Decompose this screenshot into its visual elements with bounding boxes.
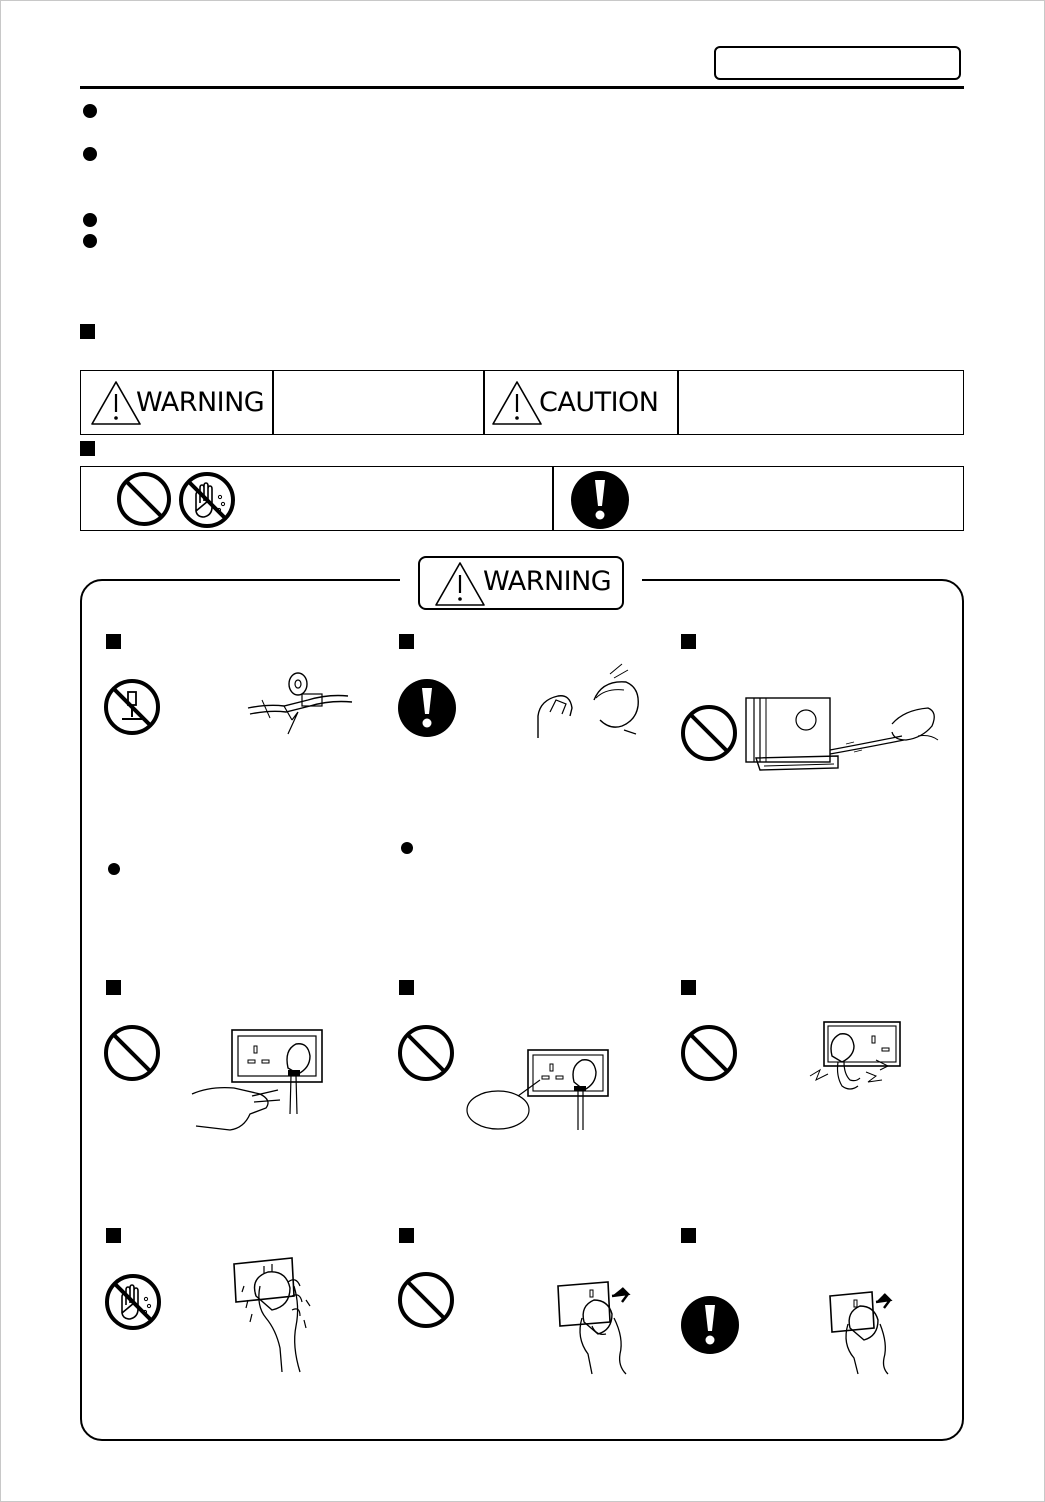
mandatory-action-icon — [680, 1295, 740, 1359]
wet-hand-prohibition-icon — [104, 1273, 164, 1337]
item-square-marker — [681, 980, 696, 995]
note-dot — [108, 863, 120, 875]
caution-label: CAUTION — [539, 387, 659, 418]
header-rule — [80, 86, 964, 89]
table-divider — [677, 370, 679, 435]
disassembly-prohibition-icon — [103, 678, 161, 740]
item-square-marker — [399, 634, 414, 649]
mandatory-action-icon — [570, 470, 630, 534]
plug-cleaning-illustration — [536, 660, 640, 744]
prohibition-icon — [680, 704, 738, 766]
appliance-cord-illustration — [742, 696, 942, 784]
warning-section-signal — [432, 559, 488, 613]
warning-triangle-icon — [432, 559, 488, 609]
table-divider — [552, 466, 554, 531]
item-square-marker — [106, 980, 121, 995]
note-dot — [401, 842, 413, 854]
table-divider — [272, 370, 274, 435]
bullet-dot — [83, 104, 97, 118]
prohibition-icon — [680, 1024, 738, 1086]
section-square-marker — [80, 324, 95, 339]
prohibition-icon — [116, 471, 172, 531]
item-square-marker — [681, 634, 696, 649]
bullet-dot — [83, 234, 97, 248]
wet-hand-prohibition-icon — [178, 471, 238, 535]
grip-plug-illustration — [826, 1288, 902, 1380]
prohibition-icon — [103, 1024, 161, 1086]
item-square-marker — [106, 634, 121, 649]
warning-label: WARNING — [136, 387, 265, 418]
item-square-marker — [399, 980, 414, 995]
wet-hand-plug-illustration — [230, 1256, 326, 1378]
mandatory-action-icon — [397, 678, 457, 742]
overloaded-outlet-illustration — [466, 1046, 610, 1136]
bullet-dot — [83, 213, 97, 227]
prohibition-icon — [397, 1271, 455, 1333]
damaged-plug-illustration — [806, 1020, 906, 1100]
item-square-marker — [106, 1228, 121, 1243]
item-square-marker — [681, 1228, 696, 1243]
section-square-marker — [80, 441, 95, 456]
pull-plug-illustration — [554, 1278, 636, 1380]
cord-cutting-illustration — [190, 1028, 324, 1144]
item-square-marker — [399, 1228, 414, 1243]
header-label-box — [714, 46, 961, 80]
caution-signal — [489, 378, 545, 432]
warning-section-title: WARNING — [483, 566, 612, 597]
prohibition-icon — [397, 1024, 455, 1086]
cord-repair-illustration — [248, 660, 360, 744]
table-divider — [483, 370, 485, 435]
warning-triangle-icon — [489, 378, 545, 428]
bullet-dot — [83, 147, 97, 161]
